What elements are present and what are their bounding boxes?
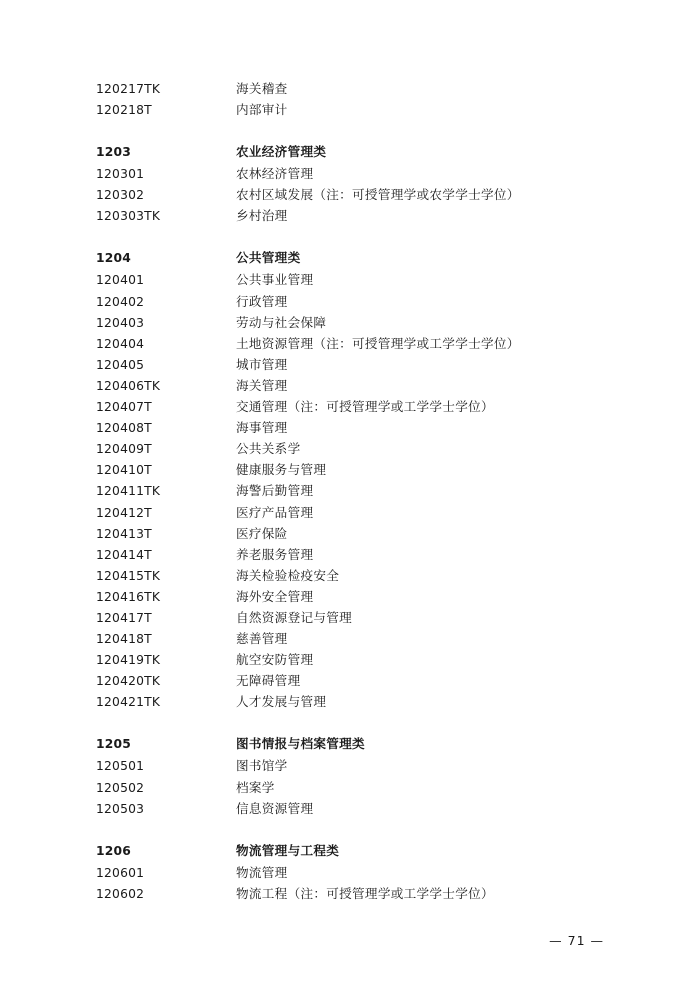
- major-name: 海事管理: [236, 420, 288, 436]
- major-row: [96, 438, 604, 459]
- major-code: 120416TK: [96, 589, 161, 604]
- major-row: [96, 291, 604, 312]
- category-name: 农业经济管理类: [236, 144, 327, 160]
- category-code: 1204: [96, 251, 132, 266]
- major-name: 海关管理: [236, 377, 288, 393]
- major-code: 120401: [96, 273, 145, 288]
- major-row: [96, 417, 604, 438]
- major-code: 120404: [96, 336, 145, 351]
- major-row: [96, 777, 604, 798]
- major-code: 120407T: [96, 400, 152, 415]
- major-code: 120414T: [96, 547, 152, 562]
- major-row: [96, 459, 604, 480]
- section-spacer: [96, 120, 604, 141]
- major-row: [96, 312, 604, 333]
- category-code: 1203: [96, 145, 132, 160]
- category-name: 物流管理与工程类: [236, 842, 340, 858]
- major-name: 慈善管理: [236, 631, 288, 647]
- major-row: [96, 691, 604, 712]
- major-name: 档案学: [236, 779, 275, 795]
- major-name: 养老服务管理: [236, 546, 314, 562]
- major-row: [96, 375, 604, 396]
- major-row: [96, 544, 604, 565]
- major-code: 120303TK: [96, 209, 161, 224]
- section-spacer: [96, 712, 604, 733]
- major-row: [96, 670, 604, 691]
- major-code: 120408T: [96, 421, 152, 436]
- major-name: 人才发展与管理: [236, 694, 327, 710]
- major-code: 120403: [96, 315, 145, 330]
- major-catalog-list: [96, 78, 604, 904]
- major-row: [96, 99, 604, 120]
- major-code: 120413T: [96, 526, 152, 541]
- major-code: 120412T: [96, 505, 152, 520]
- major-row: [96, 862, 604, 883]
- category-name: 图书情报与档案管理类: [236, 736, 365, 752]
- major-code: 120420TK: [96, 674, 161, 689]
- major-code: 120501: [96, 759, 145, 774]
- category-row: [96, 733, 604, 755]
- major-row: [96, 205, 604, 226]
- major-code: 120406TK: [96, 378, 161, 393]
- category-code: 1205: [96, 737, 132, 752]
- major-code: 120217TK: [96, 82, 161, 96]
- major-name: 图书馆学: [236, 758, 288, 774]
- major-code: 120418T: [96, 632, 152, 647]
- major-code: 120602: [96, 886, 145, 901]
- major-code: 120503: [96, 801, 145, 816]
- major-row: [96, 586, 604, 607]
- major-name: 海关检验检疫安全: [236, 567, 340, 583]
- major-name: 健康服务与管理: [236, 462, 327, 478]
- major-name: 公共事业管理: [236, 272, 314, 288]
- major-name: 物流工程（注：可授管理学或工学学士学位）: [236, 885, 494, 901]
- major-code: 120301: [96, 167, 145, 182]
- major-code: 120409T: [96, 442, 152, 457]
- category-row: [96, 247, 604, 269]
- major-code: 120218T: [96, 103, 152, 118]
- major-name: 城市管理: [236, 356, 288, 372]
- major-code: 120419TK: [96, 653, 161, 668]
- major-row: [96, 883, 604, 904]
- category-row: [96, 141, 604, 163]
- page-number: — 71 —: [549, 933, 604, 948]
- major-code: 120411TK: [96, 484, 161, 499]
- major-row: [96, 333, 604, 354]
- major-name: 信息资源管理: [236, 800, 314, 816]
- major-name: 行政管理: [236, 293, 288, 309]
- category-code: 1206: [96, 843, 132, 858]
- major-name: 海外安全管理: [236, 588, 314, 604]
- major-name: 农村区域发展（注：可授管理学或农学学士学位）: [236, 187, 520, 203]
- major-row: [96, 480, 604, 501]
- major-code: 120415TK: [96, 568, 161, 583]
- major-row: [96, 607, 604, 628]
- major-name: 航空安防管理: [236, 652, 314, 668]
- major-name: 土地资源管理（注：可授管理学或工学学士学位）: [236, 335, 520, 351]
- major-row: [96, 354, 604, 375]
- major-name: 海警后勤管理: [236, 483, 314, 499]
- major-code: 120601: [96, 865, 145, 880]
- major-row: [96, 269, 604, 290]
- section-spacer: [96, 226, 604, 247]
- major-code: 120410T: [96, 463, 152, 478]
- category-name: 公共管理类: [236, 250, 301, 266]
- major-name: 内部审计: [236, 102, 288, 118]
- major-row: [96, 798, 604, 819]
- major-row: [96, 565, 604, 586]
- major-row: [96, 396, 604, 417]
- category-row: [96, 840, 604, 862]
- major-row: [96, 184, 604, 205]
- major-code: 120502: [96, 780, 145, 795]
- major-name: 公共关系学: [236, 441, 301, 457]
- major-row: [96, 649, 604, 670]
- major-row: [96, 163, 604, 184]
- major-row: [96, 78, 604, 99]
- major-code: 120417T: [96, 610, 152, 625]
- major-name: 交通管理（注：可授管理学或工学学士学位）: [236, 399, 494, 415]
- major-name: 医疗保险: [236, 525, 288, 541]
- major-name: 乡村治理: [236, 208, 288, 224]
- major-row: [96, 628, 604, 649]
- major-name: 劳动与社会保障: [236, 314, 327, 330]
- major-code: 120402: [96, 294, 145, 309]
- major-code: 120421TK: [96, 695, 161, 710]
- major-name: 农林经济管理: [236, 166, 314, 182]
- major-name: 无障碍管理: [236, 673, 301, 689]
- major-name: 物流管理: [236, 864, 288, 880]
- major-row: [96, 523, 604, 544]
- major-name: 自然资源登记与管理: [236, 609, 353, 625]
- major-row: [96, 755, 604, 776]
- major-name: 海关稽查: [236, 81, 288, 96]
- major-code: 120302: [96, 188, 145, 203]
- section-spacer: [96, 819, 604, 840]
- major-name: 医疗产品管理: [236, 504, 314, 520]
- major-code: 120405: [96, 357, 145, 372]
- major-row: [96, 502, 604, 523]
